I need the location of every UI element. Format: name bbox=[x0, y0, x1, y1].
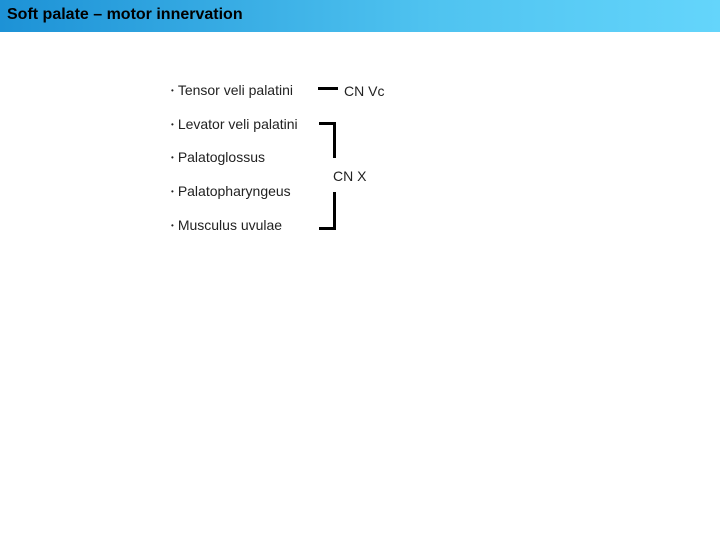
muscle-label: Tensor veli palatini bbox=[177, 82, 293, 98]
nerve-label-cn-vc: CN Vc bbox=[344, 83, 385, 99]
muscle-item-palatopharyngeus bbox=[171, 183, 291, 199]
bullet-icon: • bbox=[171, 187, 174, 196]
muscle-label: Palatoglossus bbox=[177, 149, 265, 165]
title-bar bbox=[0, 0, 720, 32]
cn-x-bracket-bottom bbox=[319, 227, 336, 230]
cn-x-bracket-lower-stem bbox=[333, 192, 336, 230]
bullet-icon: • bbox=[171, 153, 174, 162]
bullet-icon: • bbox=[171, 120, 174, 129]
cn-x-bracket-upper-stem bbox=[333, 122, 336, 158]
muscle-item-levator-veli-palatini bbox=[171, 116, 298, 132]
muscle-label: Levator veli palatini bbox=[177, 116, 298, 132]
muscle-item-tensor-veli-palatini bbox=[171, 82, 293, 98]
nerve-label-cn-x: CN X bbox=[333, 168, 367, 184]
bullet-icon: • bbox=[171, 221, 174, 230]
muscle-item-palatoglossus bbox=[171, 149, 265, 165]
bullet-icon: • bbox=[171, 86, 174, 95]
muscle-item-musculus-uvulae bbox=[171, 217, 282, 233]
slide-title: Soft palate – motor innervation bbox=[7, 6, 243, 23]
cn-vc-connector-line bbox=[318, 87, 338, 90]
muscle-label: Palatopharyngeus bbox=[177, 183, 291, 199]
muscle-label: Musculus uvulae bbox=[177, 217, 283, 233]
